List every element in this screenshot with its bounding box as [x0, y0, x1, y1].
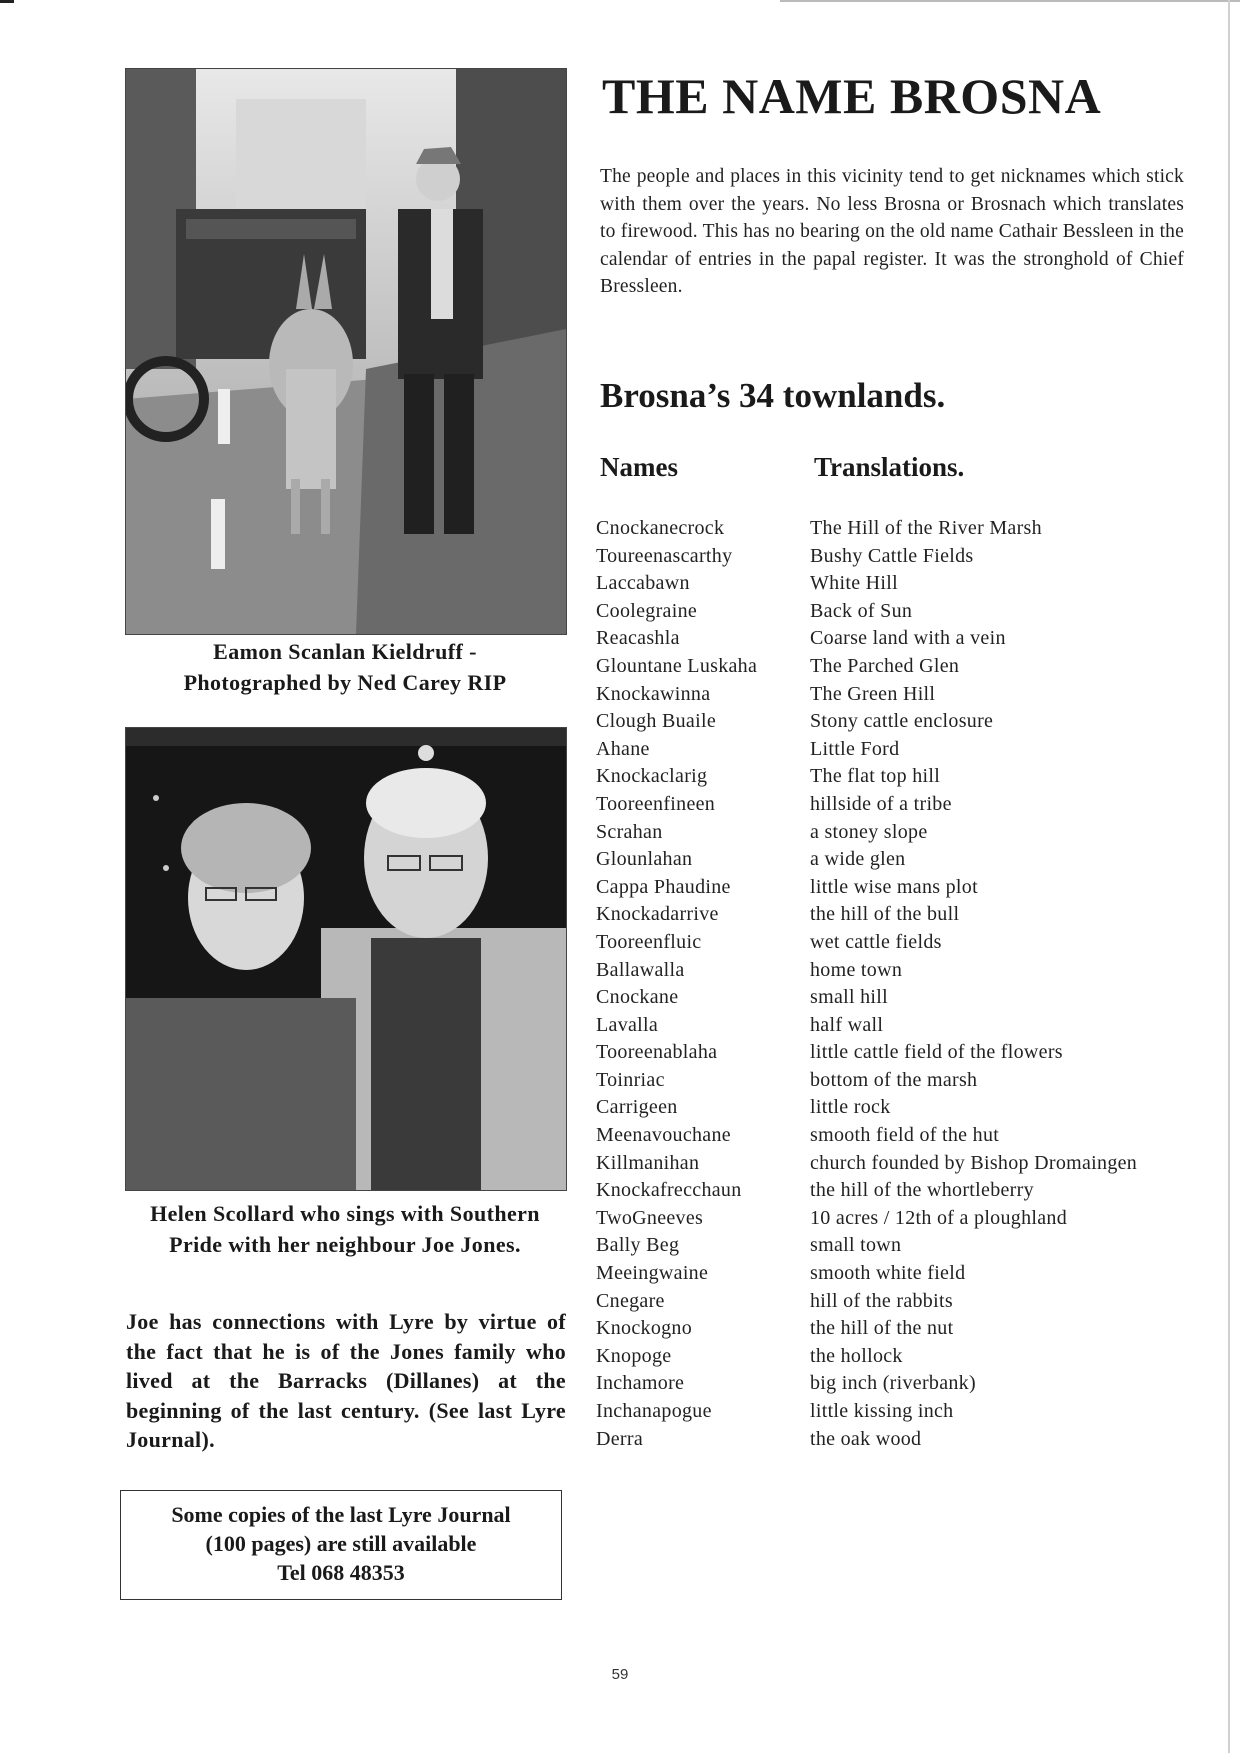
- townland-row: [596, 1039, 1216, 1067]
- townland-name: Scrahan: [596, 820, 663, 843]
- townland-row: [596, 736, 1216, 764]
- townland-row: [596, 708, 1216, 736]
- townland-row: [596, 515, 1216, 543]
- caption-line: Photographed by Ned Carey RIP: [183, 670, 507, 695]
- townland-translation: big inch (riverbank): [810, 1372, 976, 1395]
- townland-translation: half wall: [810, 1013, 884, 1036]
- article-intro: The people and places in this vicinity tend to get nicknames which stick with them over the years. No less Brosna or Brosnach which translates to firewood. This has no bearing on the old name Cathair Bessleen in the calendar of entries in the papal register. It was the stronghold of Chief Bressleen.: [600, 166, 1184, 298]
- townland-translation: little wise mans plot: [810, 875, 978, 898]
- townland-translation: The Parched Glen: [810, 654, 960, 677]
- townland-translation: smooth field of the hut: [810, 1124, 1000, 1147]
- townland-list: [596, 515, 1216, 1453]
- townland-name: Meeingwaine: [596, 1262, 709, 1285]
- townland-translation: 10 acres / 12th of a ploughland: [810, 1206, 1068, 1229]
- townland-translation: church founded by Bishop Dromaingen: [810, 1151, 1138, 1174]
- townland-translation: the hill of the nut: [810, 1317, 954, 1340]
- townland-name: Inchamore: [596, 1372, 685, 1395]
- townland-translation: little cattle field of the flowers: [810, 1041, 1063, 1064]
- townland-name: Knockawinna: [596, 682, 711, 705]
- townland-translation: the hill of the whortleberry: [810, 1179, 1034, 1202]
- townland-name: Lavalla: [596, 1013, 659, 1036]
- names-column-header: Names: [600, 452, 678, 482]
- townland-name: Knockaclarig: [596, 765, 708, 788]
- notice-line: (100 pages) are still available: [205, 1531, 477, 1556]
- townland-row: [596, 1012, 1216, 1040]
- townland-row: [596, 957, 1216, 985]
- joe-jones-note: Joe has connections with Lyre by virtue of the fact that he is of the Jones family who lived at the Barracks (Dillanes) at the beginning of the last century. (See last Lyre Journal).: [126, 1309, 566, 1452]
- donkey-cart-photo-image: [126, 69, 566, 634]
- couple-photo: [125, 727, 567, 1191]
- townland-name: Cappa Phaudine: [596, 875, 731, 898]
- notice-line: Some copies of the last Lyre Journal: [171, 1502, 511, 1527]
- townland-row: [596, 763, 1216, 791]
- townland-name: Laccabawn: [596, 572, 690, 595]
- townland-row: [596, 1398, 1216, 1426]
- townland-row: [596, 1288, 1216, 1316]
- couple-photo-caption: [120, 1198, 570, 1260]
- notice-phone: Tel 068 48353: [277, 1560, 405, 1585]
- townland-translation: the oak wood: [810, 1427, 922, 1450]
- townland-row: [596, 791, 1216, 819]
- townland-name: Knockafrecchaun: [596, 1179, 742, 1202]
- townland-name: Derra: [596, 1427, 644, 1450]
- townland-row: [596, 1426, 1216, 1454]
- townland-translation: Little Ford: [810, 737, 900, 760]
- page-number: 59: [611, 1666, 629, 1683]
- townland-translation: little rock: [810, 1096, 891, 1119]
- townland-row: [596, 1260, 1216, 1288]
- townland-translation: the hollock: [810, 1344, 903, 1367]
- townland-name: Glountane Luskaha: [596, 654, 758, 677]
- townland-name: Inchanapogue: [596, 1400, 712, 1422]
- townland-translation: Bushy Cattle Fields: [810, 544, 974, 567]
- townland-translation: Back of Sun: [810, 599, 913, 622]
- townland-name: Ballawalla: [596, 958, 685, 981]
- townland-translation: bottom of the marsh: [810, 1068, 978, 1091]
- townland-name: Glounlahan: [596, 848, 693, 871]
- townland-translation: hillside of a tribe: [810, 792, 952, 815]
- townland-row: [596, 874, 1216, 902]
- townland-row: [596, 1315, 1216, 1343]
- townland-row: [596, 1177, 1216, 1205]
- townland-translation: The Green Hill: [810, 682, 936, 705]
- townland-row: [596, 570, 1216, 598]
- couple-photo-image: [126, 728, 566, 1190]
- townland-name: Cnockane: [596, 986, 679, 1009]
- donkey-cart-photo: [125, 68, 567, 635]
- townland-name: Reacashla: [596, 627, 680, 650]
- townland-name: Toinriac: [596, 1068, 665, 1091]
- townland-name: Toureenascarthy: [596, 544, 733, 567]
- townland-row: [596, 1370, 1216, 1398]
- article-title: THE NAME BROSNA: [602, 68, 1102, 124]
- townland-name: Knopoge: [596, 1344, 672, 1367]
- townland-row: [596, 625, 1216, 653]
- townland-translation: The flat top hill: [810, 765, 941, 788]
- townland-translation: smooth white field: [810, 1262, 966, 1285]
- scan-line: [780, 0, 1240, 2]
- townland-name: Killmanihan: [596, 1151, 700, 1174]
- scan-mark: [0, 0, 14, 3]
- townland-name: Meenavouchane: [596, 1124, 731, 1147]
- scan-edge: [1228, 0, 1230, 1753]
- townland-row: [596, 819, 1216, 847]
- townland-translation: small town: [810, 1234, 902, 1257]
- townlands-heading: Brosna’s 34 townlands.: [600, 376, 946, 415]
- townland-row: [596, 1122, 1216, 1150]
- townland-row: [596, 1150, 1216, 1178]
- caption-line: Eamon Scanlan Kieldruff -: [213, 639, 477, 664]
- townland-row: [596, 543, 1216, 571]
- townland-row: [596, 598, 1216, 626]
- townland-translation: small hill: [810, 986, 888, 1009]
- townland-translation: The Hill of the River Marsh: [810, 517, 1042, 539]
- townland-name: Tooreenablaha: [596, 1041, 718, 1064]
- townland-translation: the hill of the bull: [810, 903, 960, 926]
- townland-translation: a wide glen: [810, 848, 906, 871]
- townland-name: Tooreenfineen: [596, 792, 716, 815]
- townland-name: Ahane: [596, 737, 650, 760]
- townland-row: [596, 653, 1216, 681]
- townland-name: Cnegare: [596, 1289, 665, 1312]
- townland-translation: Coarse land with a vein: [810, 627, 1006, 650]
- caption-line: Pride with her neighbour Joe Jones.: [169, 1232, 521, 1257]
- townland-name: Tooreenfluic: [596, 930, 702, 953]
- townland-row: [596, 1094, 1216, 1122]
- townland-translation: White Hill: [810, 572, 898, 595]
- townland-row: [596, 1232, 1216, 1260]
- townland-name: Coolegraine: [596, 599, 698, 622]
- townland-row: [596, 846, 1216, 874]
- townland-name: Bally Beg: [596, 1234, 680, 1257]
- townland-row: [596, 681, 1216, 709]
- townland-row: [596, 984, 1216, 1012]
- townland-name: Carrigeen: [596, 1096, 678, 1119]
- townland-name: Knockogno: [596, 1317, 693, 1340]
- townland-translation: Stony cattle enclosure: [810, 710, 994, 733]
- townland-translation: hill of the rabbits: [810, 1289, 953, 1312]
- townland-translation: wet cattle fields: [810, 930, 942, 953]
- townland-translation: little kissing inch: [810, 1400, 954, 1422]
- townland-row: [596, 1067, 1216, 1095]
- townland-row: [596, 929, 1216, 957]
- townland-row: [596, 1205, 1216, 1233]
- townland-translation: home town: [810, 958, 903, 981]
- journal-notice-box: [120, 1490, 562, 1600]
- townland-translation: a stoney slope: [810, 820, 928, 843]
- townland-name: TwoGneeves: [596, 1206, 704, 1229]
- townland-name: Knockadarrive: [596, 903, 719, 926]
- townland-name: Cnockanecrock: [596, 517, 725, 539]
- caption-line: Helen Scollard who sings with Southern: [150, 1201, 540, 1226]
- townland-row: [596, 1343, 1216, 1371]
- donkey-cart-photo-caption: [125, 636, 565, 698]
- townland-name: Clough Buaile: [596, 710, 717, 733]
- translations-column-header: Translations.: [814, 452, 965, 482]
- townland-row: [596, 901, 1216, 929]
